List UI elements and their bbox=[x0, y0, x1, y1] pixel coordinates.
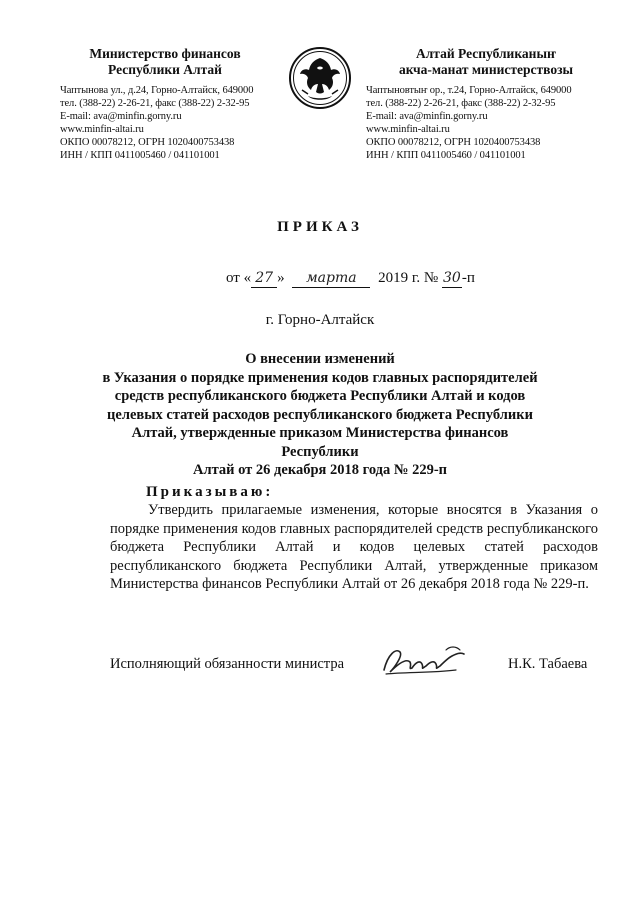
ministry-name-alt bbox=[366, 46, 606, 78]
phone-alt: тел. (388-22) 2-26-21, факс (388-22) 2-32-95 bbox=[366, 98, 556, 109]
letterhead-right bbox=[366, 46, 606, 162]
address-ru: Чаптынова ул., д.24, Горно-Алтайск, 649000 bbox=[60, 85, 254, 96]
ministry-name-alt-line2: акча-манат министерствозы bbox=[398, 62, 574, 77]
order-body-paragraph: Утвердить прилагаемые изменения, которые вносятся в Указания о порядке применения кодов главных распорядителей средств республиканского бюджета Республики Алтай и кодов целевых статей расходов республиканского бюджета Республики Алтай, утвержденные приказом Министерства финансов Республики Алтай от 26 декабря 2018 года № 229-п. bbox=[110, 502, 598, 592]
inn-alt: ИНН / КПП 0411005460 / 041101001 bbox=[366, 150, 526, 161]
ministry-name-ru-line1: Министерство финансов bbox=[89, 46, 241, 61]
order-number: 30 bbox=[442, 270, 461, 286]
decree-word: Приказываю: bbox=[146, 484, 274, 500]
coat-of-arms-icon bbox=[288, 46, 352, 110]
okpo-ru: ОКПО 00078212, ОГРН 1020400753438 bbox=[60, 137, 235, 148]
ministry-name-ru-line2: Республики Алтай bbox=[108, 62, 222, 77]
email-ru: E-mail: ava@minfin.gorny.ru bbox=[60, 111, 182, 122]
website-ru: www.minfin-altai.ru bbox=[60, 124, 144, 135]
phone-ru: тел. (388-22) 2-26-21, факс (388-22) 2-32-95 bbox=[60, 98, 250, 109]
order-day: 27 bbox=[251, 270, 277, 288]
order-subject bbox=[100, 350, 540, 480]
signatory-role: Исполняющий обязанности министра bbox=[110, 656, 345, 672]
email-alt: E-mail: ava@minfin.gorny.ru bbox=[366, 111, 488, 122]
signatory-name: Н.К. Табаева bbox=[508, 656, 588, 672]
subject-line: целевых статей расходов республиканского бюджета Республики bbox=[107, 406, 533, 423]
inn-ru: ИНН / КПП 0411005460 / 041101001 bbox=[60, 150, 220, 161]
subject-line: Алтай от 26 декабря 2018 года № 229-п bbox=[192, 462, 448, 478]
okpo-alt: ОКПО 00078212, ОГРН 1020400753438 bbox=[366, 137, 541, 148]
order-year: 2019 г. № bbox=[374, 270, 442, 286]
order-date-line bbox=[226, 270, 475, 288]
subject-line: в Указания о порядке применения кодов главных распорядителей bbox=[102, 369, 538, 386]
date-prefix: от « bbox=[226, 270, 252, 286]
order-city: г. Горно-Алтайск bbox=[265, 312, 375, 328]
letterhead-left bbox=[60, 46, 270, 162]
ministry-name-alt-line1: Алтай Республиканыҥ bbox=[415, 46, 556, 61]
order-heading: ПРИКАЗ bbox=[277, 219, 363, 235]
subject-line: О внесении изменений bbox=[245, 351, 395, 367]
website-alt: www.minfin-altai.ru bbox=[366, 124, 450, 135]
date-mid: » bbox=[277, 270, 289, 286]
subject-line: средств республиканского бюджета Республики Алтай и кодов bbox=[114, 388, 526, 404]
address-alt: Чаптыновтыҥ ор., т.24, Горно-Алтайск, 649000 bbox=[366, 85, 572, 96]
handwritten-signature bbox=[376, 640, 472, 684]
order-number-suffix: -п bbox=[461, 270, 475, 286]
subject-line: Алтай, утвержденные приказом Министерства финансов Республики bbox=[131, 425, 509, 460]
ministry-name-ru bbox=[60, 46, 270, 78]
order-month: марта bbox=[292, 270, 370, 288]
